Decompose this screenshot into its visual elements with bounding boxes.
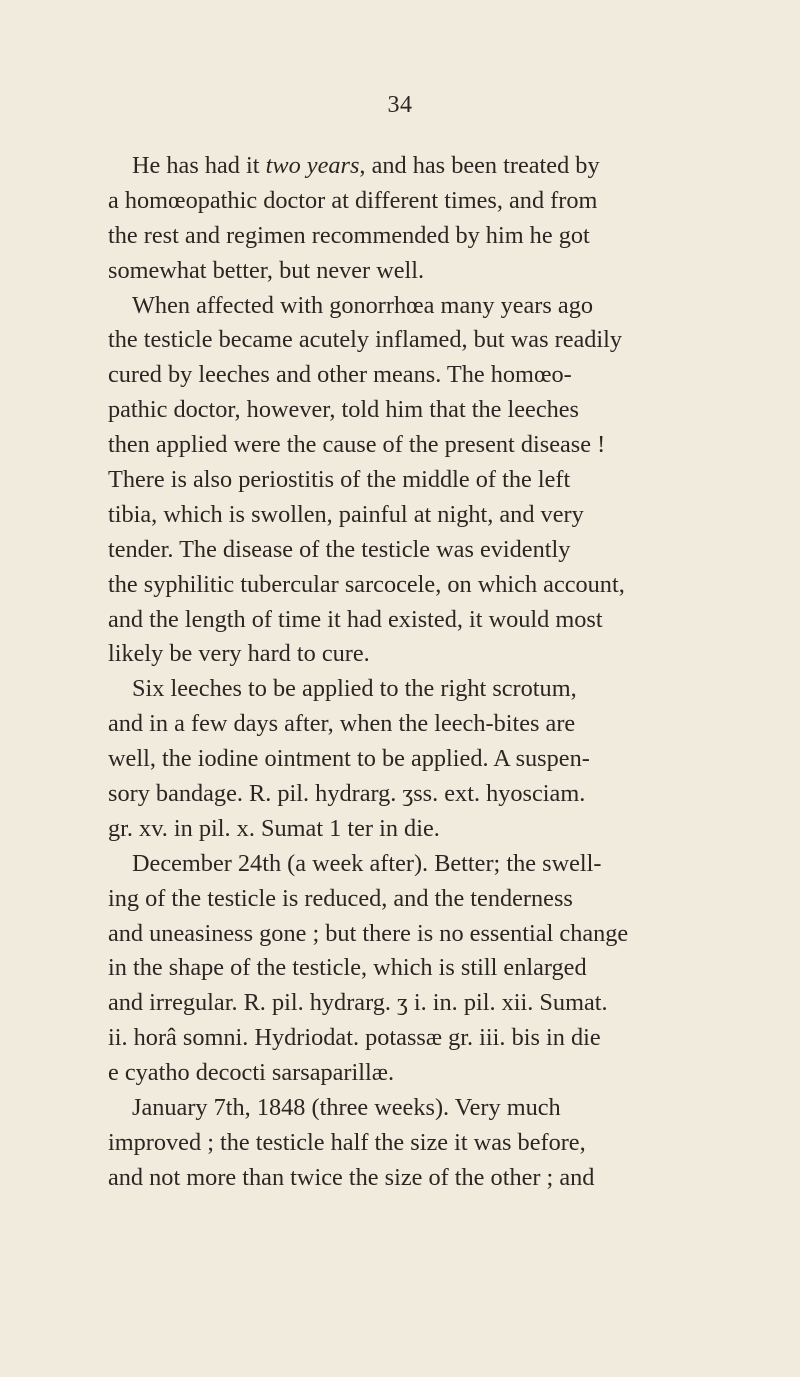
text-line [108,1126,712,1161]
text-segment: likely be very hard to cure. [108,640,370,668]
text-segment: and irregular. R. pil. hydrarg. ʒ i. in. pil. xii. Sumat. [108,989,608,1017]
text-line [108,184,712,219]
page-number: 34 [387,92,413,118]
text-line [108,707,712,742]
text-line [108,289,712,324]
text-line [108,393,712,428]
text-segment: and in a few days after, when the leech-bites are [108,710,576,738]
text-segment: pathic doctor, however, told him that the leeches [108,396,580,424]
text-segment: well, the iodine ointment to be applied. A suspen- [108,745,590,773]
text-line [108,882,712,917]
text-segment: cured by leeches and other means. The homœo- [108,361,572,389]
text-line [108,463,712,498]
text-segment: When affected with gonorrhœa many years ago [132,291,594,319]
text-line [108,777,712,812]
text-segment: tibia, which is swollen, painful at night, and very [108,500,584,528]
text-segment: sory bandage. R. pil. hydrarg. ʒss. ext. hyosciam. [108,780,586,808]
text-line [108,603,712,638]
text-segment: January 7th, 1848 (three weeks). Very much [132,1094,561,1122]
text-segment: in the shape of the testicle, which is still enlarged [108,954,587,982]
text-segment: and uneasiness gone ; but there is no essential change [108,919,629,947]
text-line [108,149,712,184]
text-line [108,323,712,358]
text-line [108,637,712,672]
text-line [108,1161,712,1196]
text-segment: improved ; the testicle half the size it was before, [108,1128,586,1156]
text-line [108,428,712,463]
italic-text: two years [265,152,360,179]
text-line [108,847,712,882]
text-segment: somewhat better, but never well. [108,256,425,284]
text-segment: e cyatho decocti sarsaparillæ. [108,1059,395,1087]
text-line [108,568,712,603]
text-segment: Six leeches to be applied to the right scrotum, [132,675,577,703]
text-line [108,1091,712,1126]
text-line [108,986,712,1021]
text-line [108,951,712,986]
text-line [108,672,712,707]
text-segment: ing of the testicle is reduced, and the tenderness [108,884,573,912]
text-segment: and the length of time it had existed, it would most [108,605,603,633]
body-text [108,149,712,1196]
text-segment: then applied were the cause of the present disease ! [108,431,606,459]
text-segment: tender. The disease of the testicle was evidently [108,535,571,563]
text-segment: the testicle became acutely inflamed, but was readily [108,326,623,354]
text-line [108,742,712,777]
text-line [108,1021,712,1056]
text-line [108,219,712,254]
text-segment: and not more than twice the size of the other ; and [108,1163,595,1191]
text-line [108,1056,712,1091]
text-segment: the syphilitic tubercular sarcocele, on which account, [108,570,625,598]
text-segment: , and has been treated by [359,152,600,179]
text-line [108,533,712,568]
text-segment: He has had it [132,152,266,179]
text-segment: a homœopathic doctor at different times, and from [108,186,598,214]
text-segment: December 24th (a week after). Better; the swell- [132,849,602,877]
text-line [108,498,712,533]
text-segment: There is also periostitis of the middle of the left [108,466,571,494]
text-segment: ii. horâ somni. Hydriodat. potassæ gr. iii. bis in die [108,1024,601,1052]
text-line [108,812,712,847]
text-line [108,254,712,289]
text-segment: gr. xv. in pil. x. Sumat 1 ter in die. [108,814,440,842]
text-segment: the rest and regimen recommended by him he got [108,221,590,249]
text-line [108,358,712,393]
text-line [108,917,712,952]
